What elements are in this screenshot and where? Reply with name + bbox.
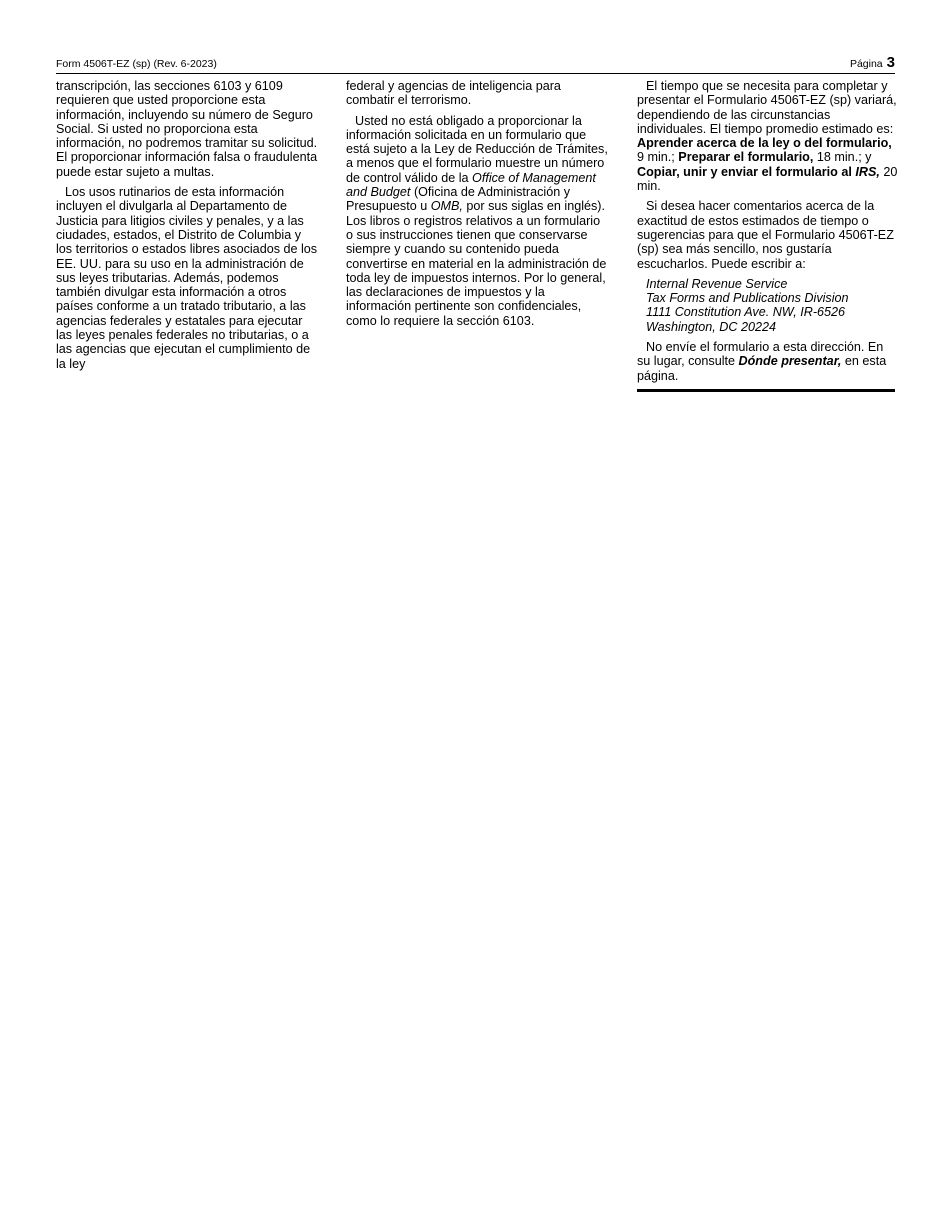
column-left bbox=[56, 79, 318, 377]
omb-full-name: Office of Management and Budget bbox=[346, 170, 596, 200]
column-right bbox=[637, 79, 899, 389]
paragraph-paperwork-reduction bbox=[346, 114, 608, 328]
paragraph-routine-uses: Los usos rutinarios de esta información incluyen el divulgarla al Departamento de Justicia para litigios civiles y penales, y a las ciudades, estados, el Distrito de Columbia y los territorios o estados libres asociados de los EE. UU. para su uso en la administración de sus leyes tributarias. Además, podemos también divulgar esta información a otros países conforme a un tratado tributario, a las agencias federales y estatales para ejecutar las leyes penales federales no tributarias, o a las agencias que ejecutan el cumplimiento de la ley bbox=[56, 185, 318, 371]
time-intro: El tiempo que se necesita para completar y presentar el Formulario 4506T-EZ (sp) variará, dependiendo de las circunstancias individuales. El tiempo promedio estimado es: bbox=[637, 79, 897, 136]
prepare-time: 18 min.; y bbox=[816, 150, 872, 165]
do-not-send-end: en esta página. bbox=[637, 354, 887, 383]
address-line: Internal Revenue Service bbox=[646, 276, 788, 291]
paragraph-privacy-continued: transcripción, las secciones 6103 y 6109 requieren que usted proporcione esta información, incluyendo su número de Seguro Social. Si usted no proporciona esta información, no podremos tramitar su solicitud. El proporcionar información falsa o fraudulenta puede estar sujeto a multas. bbox=[56, 79, 318, 179]
page-label: Página bbox=[849, 58, 883, 70]
where-to-file-reference: Dónde presentar, bbox=[738, 354, 842, 369]
column-middle bbox=[346, 79, 608, 334]
paragraph-comments: Si desea hacer comentarios acerca de la exactitud de estos estimados de tiempo o sugerencias para que el Formulario 4506T-EZ (sp) sea más sencillo, nos gustaría escucharlos. Puede escribir a: bbox=[637, 199, 894, 271]
paperwork-text-a: Usted no está obligado a proporcionar la información solicitada en un formulario que está sujeto a la Ley de Reducción de Trámites, a menos que el formulario muestre un número de control válido de la bbox=[346, 113, 608, 185]
address-line: Tax Forms and Publications Division bbox=[646, 291, 849, 306]
section-end-rule bbox=[637, 389, 895, 392]
page-header bbox=[56, 53, 895, 73]
learn-time: 9 min.; bbox=[637, 150, 675, 165]
address-line: Washington, DC 20224 bbox=[646, 319, 776, 334]
copy-time: 20 min. bbox=[637, 164, 898, 194]
paragraph-do-not-send bbox=[637, 340, 899, 383]
form-identifier: Form 4506T-EZ (sp) (Rev. 6-2023) bbox=[56, 58, 217, 70]
paragraph-time-estimate bbox=[637, 79, 899, 193]
omb-abbreviation: OMB, bbox=[430, 199, 463, 214]
mailing-address bbox=[646, 277, 899, 334]
learn-label: Aprender acerca de la ley o del formulario, bbox=[637, 136, 892, 151]
header-divider bbox=[56, 73, 895, 74]
paperwork-text-c: por sus siglas en inglés). Los libros o registros relativos a un formulario o sus instrucciones tienen que conservarse siempre y cuando su contenido pueda convertirse en material en la administración de toda ley de impuestos internos. Por lo general, las declaraciones de impuestos y la información pertinente son confidenciales, como lo requiere la sección 6103. bbox=[346, 199, 607, 328]
page-indicator bbox=[850, 54, 895, 72]
paragraph-terrorism: federal y agencias de inteligencia para combatir el terrorismo. bbox=[346, 79, 561, 108]
do-not-send-text: No envíe el formulario a esta dirección. En su lugar, consulte bbox=[637, 340, 884, 369]
paperwork-text-b: (Oficina de Administración y Presupuesto u bbox=[346, 185, 571, 214]
prepare-label: Preparar el formulario, bbox=[678, 150, 814, 165]
address-line: 1111 Constitution Ave. NW, IR-6526 bbox=[646, 305, 846, 320]
copy-label: Copiar, unir y enviar el formulario al bbox=[637, 164, 852, 179]
page-number: 3 bbox=[886, 54, 895, 71]
irs-abbreviation: IRS, bbox=[855, 164, 880, 179]
